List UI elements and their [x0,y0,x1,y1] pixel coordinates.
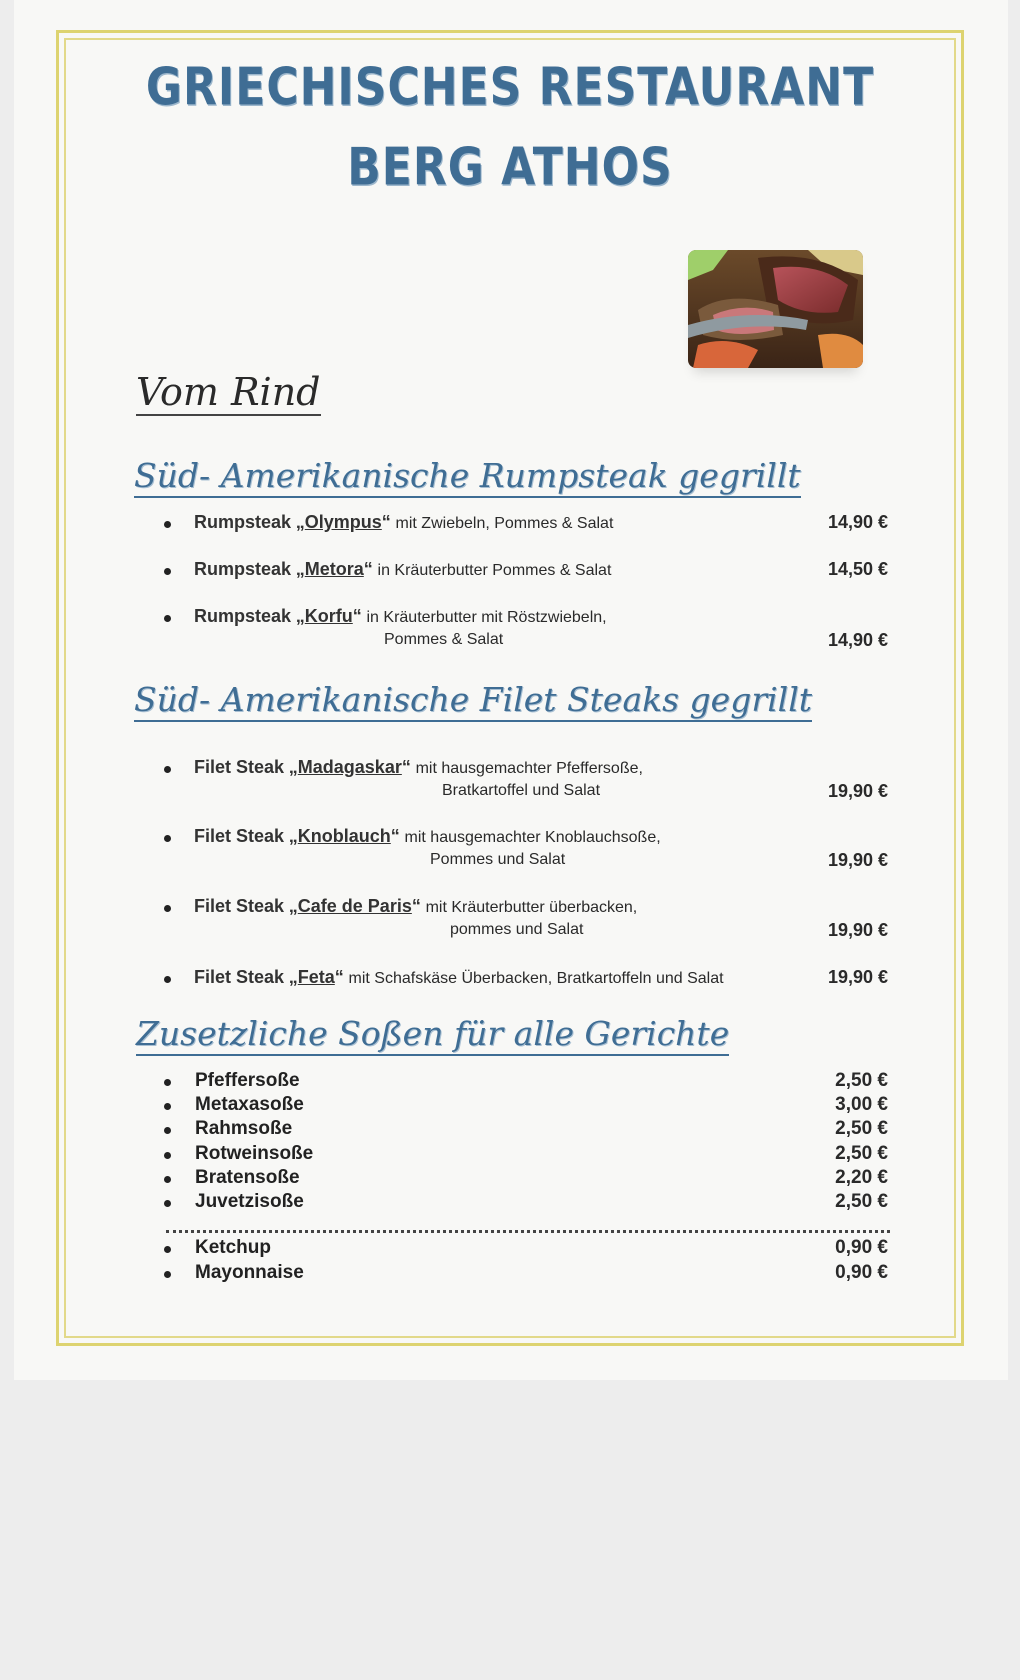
item-name: Korfu [304,606,353,626]
item-description: in Kräuterbutter mit Röstzwiebeln, [366,609,607,626]
item-name: Olympus [304,512,382,532]
quote-close: “ [334,967,344,987]
quote-close: “ [411,896,421,916]
bullet [164,1103,171,1110]
item-price: 14,90 € [827,512,888,532]
sauce-name: Metaxasoße [195,1094,304,1115]
bullet [164,835,171,842]
sauce-price: 2,50 € [835,1070,888,1091]
quote-close: “ [401,757,411,777]
extra-name: Mayonnaise [195,1262,304,1283]
section-heading-filet: Süd- Amerikanische Filet Steaks gegrillt [134,680,812,722]
quote-open: „ [295,559,305,579]
quote-open: „ [288,896,298,916]
extra-item [0,1237,1020,1261]
quote-close: “ [390,826,400,846]
item-description-cont: Pommes & Salat [384,631,504,648]
item-description: mit hausgemachter Pfeffersoße, [415,760,643,777]
item-description: mit Kräuterbutter überbacken, [425,899,638,916]
item-description-cont: Pommes und Salat [430,851,566,868]
quote-close: “ [363,559,373,579]
item-price: 14,50 € [827,559,888,579]
bullet [164,1246,171,1253]
extra-price: 0,90 € [835,1262,888,1283]
item-price: 19,90 € [827,920,888,940]
quote-open: „ [288,826,298,846]
item-kind: Rumpsteak [194,559,292,579]
extra-name: Ketchup [195,1237,271,1258]
bullet [164,1152,171,1159]
quote-open: „ [288,967,298,987]
section-heading-rumpsteak: Süd- Amerikanische Rumpsteak gegrillt [134,456,801,498]
item-description: mit Schafskäse Überbacken, Bratkartoffeln und Salat [348,970,724,987]
item-description-cont: pommes und Salat [450,921,584,938]
quote-open: „ [288,757,298,777]
sauce-price: 2,50 € [835,1191,888,1212]
item-price: 14,90 € [827,630,888,650]
extra-price: 0,90 € [835,1237,888,1258]
quote-open: „ [295,606,305,626]
sauce-price: 3,00 € [835,1094,888,1115]
quote-open: „ [295,512,305,532]
item-description: in Kräuterbutter Pommes & Salat [377,562,612,579]
sauce-name: Rahmsoße [195,1118,293,1139]
sauce-price: 2,20 € [835,1167,888,1188]
bullet [164,1271,171,1278]
steak-photo [688,250,863,368]
restaurant-title: GRIECHISCHES RESTAURANT [145,57,875,118]
bullet [164,905,171,912]
bullet [164,1127,171,1134]
item-price: 19,90 € [827,967,888,987]
item-kind: Filet Steak [194,826,285,846]
sauce-item [0,1094,1020,1118]
bullet [164,568,171,575]
sauce-price: 2,50 € [835,1118,888,1139]
bullet [164,766,171,773]
quote-close: “ [352,606,362,626]
bullet [164,1079,171,1086]
sauce-name: Bratensoße [195,1167,300,1188]
category-heading: Vom Rind [136,370,321,414]
dotted-divider [166,1230,890,1233]
sauce-item [0,1167,1020,1191]
item-kind: Filet Steak [194,967,285,987]
sauce-item [0,1191,1020,1215]
item-kind: Filet Steak [194,896,285,916]
sauce-item [0,1143,1020,1167]
item-name: Feta [297,967,335,987]
sauce-item [0,1118,1020,1142]
bullet [164,976,171,983]
sauce-price: 2,50 € [835,1143,888,1164]
restaurant-name: BERG ATHOS [347,137,673,198]
sauce-name: Juvetzisoße [195,1191,304,1212]
item-kind: Rumpsteak [194,606,292,626]
quote-close: “ [381,512,391,532]
sauce-item [0,1070,1020,1094]
item-description-cont: Bratkartoffel und Salat [442,782,601,799]
bullet [164,615,171,622]
item-name: Metora [304,559,364,579]
bullet [164,521,171,528]
bullet [164,1200,171,1207]
item-name: Knoblauch [297,826,391,846]
sauce-name: Rotweinsoße [195,1143,314,1164]
extra-item [0,1262,1020,1286]
item-name: Madagaskar [297,757,402,777]
item-description: mit hausgemachter Knoblauchsoße, [404,829,661,846]
section-heading-sauces: Zusetzliche Soßen für alle Gerichte [136,1014,729,1056]
item-description: mit Zwiebeln, Pommes & Salat [395,515,614,532]
bullet [164,1176,171,1183]
item-name: Cafe de Paris [297,896,412,916]
sauce-name: Pfeffersoße [195,1070,300,1091]
item-price: 19,90 € [827,850,888,870]
item-kind: Rumpsteak [194,512,292,532]
item-kind: Filet Steak [194,757,285,777]
item-price: 19,90 € [827,781,888,801]
